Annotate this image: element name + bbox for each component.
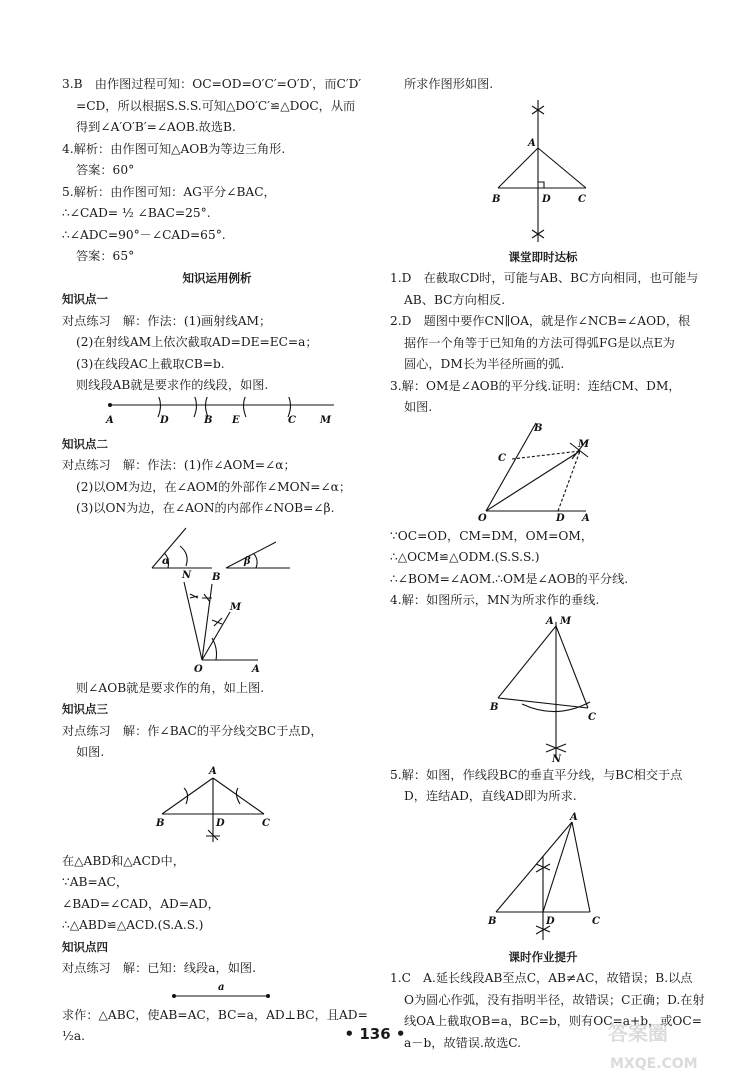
figure-angle-bisector-om — [390, 419, 696, 526]
label-a: A — [570, 811, 578, 823]
label-d: D — [542, 193, 551, 205]
kp3-after-4: ∴△ABD≌△ACD.(S.A.S.) — [62, 918, 204, 932]
label-b: B — [488, 915, 497, 927]
arc-d — [158, 397, 161, 417]
label-m: M — [230, 601, 242, 613]
answer-3-line-1: 3.B 由作图过程可知：OC=OD=O′C′=O′D′，而C′D′ — [62, 77, 362, 91]
section-title-examples: 知识运用例析 — [182, 270, 252, 285]
label-c: C — [592, 915, 600, 927]
kp3-line-1: 对点练习 解：作∠BAC的平分线交BC于点D， — [62, 723, 323, 738]
kp1-line-4: 则线段AB就是要求作的线段，如图. — [76, 378, 269, 392]
label-b: B — [204, 414, 213, 426]
figure-angle-bisector — [62, 764, 372, 851]
r-q5-line-2: D，连结AD，直线AD即为所求. — [404, 789, 577, 803]
label-a: A — [528, 137, 536, 149]
label-m: M — [320, 414, 332, 426]
kp2-title: 知识点二 — [62, 436, 108, 451]
kp1-line-1: 对点练习 解：作法：(1)画射线AM； — [62, 313, 272, 328]
arc-mark-m — [212, 618, 222, 626]
r-q2-line-1: 2.D 题图中要作CN∥OA，就是作∠NCB=∠AOD，根 — [390, 314, 691, 328]
label-o: O — [478, 512, 487, 523]
kp2-line-2: (2)以OM为边，在∠AOM的外部作∠MON=∠α； — [76, 479, 352, 494]
label-c: C — [588, 711, 596, 723]
label-c: C — [262, 817, 270, 829]
label-d: D — [546, 915, 555, 927]
watermark-cn: 答案圈 — [608, 1021, 668, 1045]
label-b: B — [492, 193, 501, 205]
figure-ray-segments — [62, 397, 372, 434]
label-b: B — [212, 571, 221, 583]
label-a: A — [106, 414, 114, 426]
r-q2-line-2: 据作一个角等于已知角的方法可得弧FG是以点E为 — [404, 335, 675, 350]
segment-ab — [498, 626, 556, 698]
r-q3b-line-2: ∴△OCM≌△ODM.(S.S.S.) — [390, 550, 540, 564]
kp2-line-1: 对点练习 解：作法：(1)作∠AOM=∠α； — [62, 458, 296, 472]
figure-perpendicular-bisector — [390, 96, 696, 247]
label-n: N — [182, 569, 192, 581]
label-e: E — [232, 414, 240, 426]
figure-segment-a — [62, 980, 372, 1005]
figure-6-svg — [390, 419, 696, 523]
kp2-conclusion: 则∠AOB就是要求作的角，如上图. — [76, 680, 265, 695]
label-a: A — [252, 663, 260, 675]
arc-b2 — [206, 397, 209, 417]
right-top-line: 所求作图形如图. — [404, 77, 494, 91]
ray-ob — [202, 584, 212, 660]
r-q3b-line-3: ∴∠BOM=∠AOM.∴OM是∠AOB的平分线. — [390, 571, 629, 586]
r-q6-line-1: 1.C A.延长线段AB至点C，AB≠AC，故错误；B.以点 — [390, 971, 693, 985]
kp4-after-1: 求作：△ABC，使AB=AC，BC=a，AD⊥BC，且AD= — [62, 1007, 368, 1022]
r-q1-line-1: 1.D 在截取CD时，可能与AB、BC方向相同，也可能与 — [390, 271, 699, 285]
watermark-url: MXQE.COM — [610, 1056, 698, 1072]
kp3-after-2: ∵AB=AC， — [62, 875, 129, 889]
label-o: O — [194, 663, 203, 675]
section-title-classroom: 课堂即时达标 — [508, 249, 578, 264]
alpha-big-arc — [180, 546, 187, 566]
segment-bc — [498, 698, 588, 708]
kp1-line-2: (2)在射线AM上依次截取AD=DE=EC=a； — [76, 335, 318, 349]
label-d: D — [216, 817, 225, 829]
answer-3-line-3: 得到∠A′O′B′=∠AOB.故选B. — [76, 120, 236, 134]
kp3-line-2: 如图. — [76, 745, 105, 759]
answer-5-line-4: 答案：65° — [76, 249, 135, 263]
kp1-title: 知识点一 — [62, 292, 108, 306]
segment-ab — [496, 822, 572, 912]
arc-left — [184, 788, 188, 804]
label-a: A — [582, 512, 590, 523]
answer-4-line-1: 4.解析：由作图可知△AOB为等边三角形. — [62, 141, 286, 156]
figure-2-svg — [62, 520, 372, 675]
ray-ob — [486, 423, 536, 511]
arc-c — [288, 397, 291, 417]
segment-ac — [556, 626, 588, 708]
segment-ac — [572, 822, 590, 912]
endpoint-right — [266, 994, 270, 998]
watermark-logo — [602, 1010, 732, 1080]
kp3-after-1: 在△ABD和△ACD中， — [62, 853, 185, 868]
answer-3-line-2: =CD，所以根据S.S.S.可知△DO′C′≌△DOC，从而 — [76, 98, 356, 113]
r-q1-line-2: AB、BC方向相反. — [404, 292, 506, 307]
kp3-title: 知识点三 — [62, 702, 108, 716]
r-q3b-line-1: ∵OC=OD，CM=DM，OM=OM， — [390, 528, 594, 543]
endpoint-left — [172, 994, 176, 998]
r-q3-line-1: 3.解：OM是∠AOB的平分线.证明：连结CM、DM， — [390, 378, 681, 393]
ray-on — [184, 582, 202, 660]
answer-4-line-2: 答案：60° — [76, 163, 135, 177]
answer-5-line-2: ∴∠CAD= ½ ∠BAC=25°. — [62, 206, 211, 220]
r-q3-line-2: 如图. — [404, 400, 433, 414]
figure-angle-construction — [62, 520, 372, 678]
r-q6-line-3: 线OA上截取OB=a，BC=b，则有OC=a+b，或OC= — [404, 1014, 702, 1028]
figure-3-svg — [62, 764, 372, 848]
label-b: B — [534, 422, 543, 434]
kp2-line-3: (3)以ON为边，在∠AON的内部作∠NOB=∠β. — [76, 501, 335, 515]
label-a: A — [209, 765, 217, 777]
label-d: D — [556, 512, 565, 523]
section-title-homework: 课时作业提升 — [508, 949, 578, 964]
label-alpha: α — [162, 555, 170, 567]
kp4-after-2: ½a. — [62, 1029, 85, 1043]
answer-5-line-1: 5.解析：由作图可知：AG平分∠BAC， — [62, 184, 276, 199]
kp3-after-3: ∠BAD=∠CAD，AD=AD， — [62, 896, 220, 911]
point-a — [108, 403, 112, 407]
answer-5-line-3: ∴∠ADC=90°－∠CAD=65°. — [62, 227, 226, 242]
figure-5-svg — [390, 96, 696, 244]
segment-ac — [213, 778, 264, 814]
r-q6-line-2: O为圆心作弧，没有指明半径，故错误；C正确；D.在射 — [404, 992, 705, 1007]
right-column — [390, 74, 705, 1054]
r-q4-line-1: 4.解：如图所示，MN为所求作的垂线. — [390, 593, 600, 607]
r-q2-line-3: 圆心，DM长为半径所画的弧. — [404, 357, 565, 371]
figure-1-svg — [62, 397, 372, 431]
figure-7-svg — [390, 612, 696, 762]
kp4-line-1: 对点练习 解：已知：线段a，如图. — [62, 961, 256, 975]
label-a: A — [546, 615, 554, 627]
label-d: D — [160, 414, 169, 426]
segment-ab — [498, 148, 538, 188]
segment-dm — [558, 451, 580, 511]
right-angle-mark — [538, 182, 544, 188]
arc-mark-n — [190, 594, 198, 598]
r-q6-line-4: a－b，故错误.故选C. — [404, 1035, 522, 1050]
figure-8-svg — [390, 808, 696, 944]
label-m: M — [578, 438, 590, 450]
label-c: C — [498, 452, 506, 464]
label-b: B — [490, 701, 499, 713]
label-m: M — [560, 615, 572, 627]
beta-arc — [254, 554, 257, 568]
kp1-line-3: (3)在线段AC上截取CB=b. — [76, 356, 225, 371]
label-a: a — [218, 981, 225, 993]
segment-ad — [543, 822, 572, 912]
label-c: C — [578, 193, 586, 205]
arc-e — [244, 397, 247, 417]
r-q5-line-1: 5.解：如图，作线段BC的垂直平分线，与BC相交于点 — [390, 767, 683, 782]
segment-ac — [538, 148, 586, 188]
label-beta: β — [244, 555, 251, 567]
label-c: C — [288, 414, 296, 426]
arc-b — [194, 397, 197, 417]
label-n: N — [552, 753, 562, 762]
kp4-title: 知识点四 — [62, 939, 108, 954]
label-b: B — [156, 817, 165, 829]
figure-4-svg — [62, 980, 372, 1002]
beta-arm — [226, 542, 276, 568]
figure-perpendicular-mn — [390, 612, 696, 765]
figure-triangle-median — [390, 808, 696, 947]
page-number: • 136 • — [344, 1025, 406, 1043]
left-column — [62, 74, 372, 1048]
